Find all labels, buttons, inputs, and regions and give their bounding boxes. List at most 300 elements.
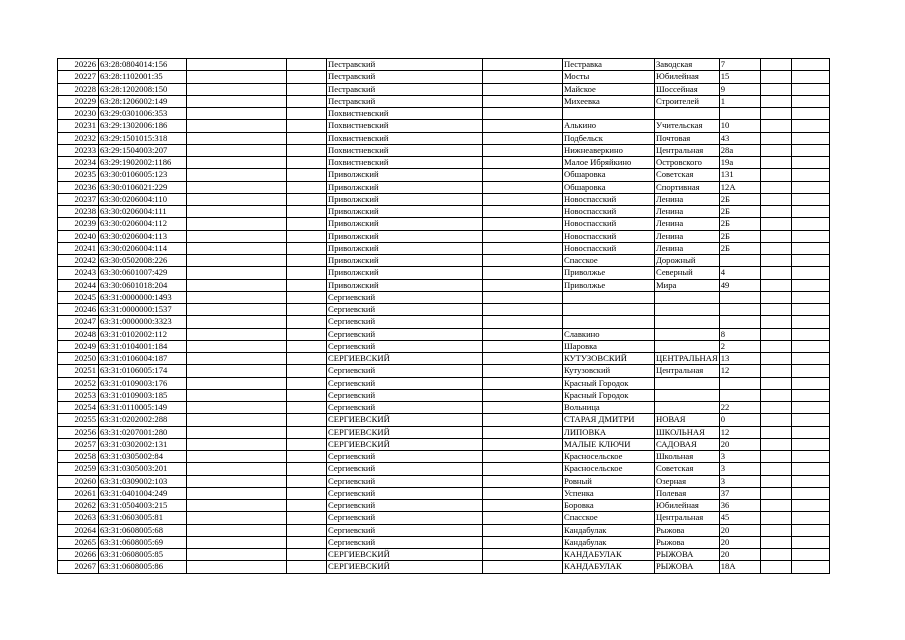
empty-cell bbox=[760, 242, 791, 254]
empty-cell bbox=[791, 389, 829, 401]
empty-cell bbox=[760, 230, 791, 242]
empty-cell bbox=[760, 59, 791, 71]
settlement-cell: Новоспасский bbox=[563, 242, 655, 254]
district-cell: Сергиевский bbox=[327, 365, 483, 377]
empty-cell bbox=[760, 291, 791, 303]
cadastral-number-cell: 63:30:0206004:114 bbox=[99, 242, 187, 254]
settlement-cell: Мосты bbox=[563, 71, 655, 83]
house-number-cell: 1 bbox=[719, 95, 760, 107]
row-number-cell: 20255 bbox=[58, 414, 99, 426]
house-number-cell: 9 bbox=[719, 83, 760, 95]
row-number-cell: 20241 bbox=[58, 242, 99, 254]
empty-cell bbox=[187, 500, 287, 512]
empty-cell bbox=[791, 524, 829, 536]
row-number-cell: 20260 bbox=[58, 475, 99, 487]
empty-cell bbox=[187, 304, 287, 316]
table-row bbox=[58, 193, 830, 205]
empty-cell bbox=[483, 132, 563, 144]
empty-cell bbox=[287, 95, 327, 107]
cadastral-number-cell: 63:31:0104001:184 bbox=[99, 340, 187, 352]
cadastral-number-cell: 63:30:0206004:111 bbox=[99, 206, 187, 218]
street-cell: Центральная bbox=[655, 365, 720, 377]
house-number-cell: 20 bbox=[719, 549, 760, 561]
cadastral-number-cell: 63:30:0106021:229 bbox=[99, 181, 187, 193]
table-row bbox=[58, 414, 830, 426]
table-row bbox=[58, 561, 830, 573]
empty-cell bbox=[287, 169, 327, 181]
house-number-cell: 2Б bbox=[719, 242, 760, 254]
settlement-cell bbox=[563, 108, 655, 120]
street-cell: Ленина bbox=[655, 193, 720, 205]
street-cell bbox=[655, 340, 720, 352]
empty-cell bbox=[187, 181, 287, 193]
district-cell: Приволжский bbox=[327, 206, 483, 218]
empty-cell bbox=[483, 267, 563, 279]
district-cell: Пестравский bbox=[327, 83, 483, 95]
table-row bbox=[58, 536, 830, 548]
house-number-cell bbox=[719, 316, 760, 328]
empty-cell bbox=[187, 377, 287, 389]
table-row bbox=[58, 206, 830, 218]
street-cell: Рыжова bbox=[655, 536, 720, 548]
empty-cell bbox=[287, 242, 327, 254]
empty-cell bbox=[483, 524, 563, 536]
row-number-cell: 20259 bbox=[58, 463, 99, 475]
cadastral-number-cell: 63:31:0202002:288 bbox=[99, 414, 187, 426]
district-cell: Сергиевский bbox=[327, 316, 483, 328]
cadastral-number-cell: 63:31:0000000:3323 bbox=[99, 316, 187, 328]
row-number-cell: 20226 bbox=[58, 59, 99, 71]
empty-cell bbox=[287, 218, 327, 230]
house-number-cell: 28а bbox=[719, 144, 760, 156]
empty-cell bbox=[483, 328, 563, 340]
street-cell: Ленина bbox=[655, 242, 720, 254]
settlement-cell: Пестравка bbox=[563, 59, 655, 71]
district-cell: Пестравский bbox=[327, 71, 483, 83]
district-cell: Приволжский bbox=[327, 218, 483, 230]
empty-cell bbox=[760, 132, 791, 144]
empty-cell bbox=[760, 512, 791, 524]
street-cell: РЫЖОВА bbox=[655, 561, 720, 573]
street-cell: Ленина bbox=[655, 206, 720, 218]
empty-cell bbox=[760, 108, 791, 120]
district-cell: Сергиевский bbox=[327, 328, 483, 340]
empty-cell bbox=[287, 304, 327, 316]
settlement-cell: Кандабулак bbox=[563, 524, 655, 536]
empty-cell bbox=[483, 291, 563, 303]
house-number-cell bbox=[719, 377, 760, 389]
empty-cell bbox=[760, 365, 791, 377]
empty-cell bbox=[791, 353, 829, 365]
empty-cell bbox=[760, 549, 791, 561]
row-number-cell: 20230 bbox=[58, 108, 99, 120]
empty-cell bbox=[187, 549, 287, 561]
house-number-cell: 15 bbox=[719, 71, 760, 83]
settlement-cell bbox=[563, 291, 655, 303]
empty-cell bbox=[287, 144, 327, 156]
settlement-cell: Красносельское bbox=[563, 463, 655, 475]
empty-cell bbox=[187, 157, 287, 169]
empty-cell bbox=[287, 463, 327, 475]
empty-cell bbox=[760, 95, 791, 107]
empty-cell bbox=[187, 438, 287, 450]
row-number-cell: 20227 bbox=[58, 71, 99, 83]
empty-cell bbox=[287, 438, 327, 450]
row-number-cell: 20265 bbox=[58, 536, 99, 548]
empty-cell bbox=[187, 108, 287, 120]
address-table bbox=[57, 58, 830, 574]
cadastral-number-cell: 63:31:0608005:86 bbox=[99, 561, 187, 573]
cadastral-number-cell: 63:31:0000000:1493 bbox=[99, 291, 187, 303]
district-cell: Приволжский bbox=[327, 230, 483, 242]
district-cell: Сергиевский bbox=[327, 389, 483, 401]
empty-cell bbox=[187, 206, 287, 218]
street-cell bbox=[655, 291, 720, 303]
spreadsheet-sheet bbox=[57, 58, 830, 574]
cadastral-number-cell: 63:31:0106004:187 bbox=[99, 353, 187, 365]
empty-cell bbox=[791, 71, 829, 83]
table-row bbox=[58, 402, 830, 414]
district-cell: Похвистневский bbox=[327, 108, 483, 120]
empty-cell bbox=[760, 536, 791, 548]
table-row bbox=[58, 451, 830, 463]
empty-cell bbox=[791, 95, 829, 107]
house-number-cell: 20 bbox=[719, 524, 760, 536]
empty-cell bbox=[483, 487, 563, 499]
house-number-cell: 2Б bbox=[719, 230, 760, 242]
street-cell: САДОВАЯ bbox=[655, 438, 720, 450]
table-row bbox=[58, 353, 830, 365]
row-number-cell: 20233 bbox=[58, 144, 99, 156]
row-number-cell: 20240 bbox=[58, 230, 99, 242]
district-cell: Похвистневский bbox=[327, 157, 483, 169]
empty-cell bbox=[287, 365, 327, 377]
empty-cell bbox=[187, 71, 287, 83]
empty-cell bbox=[760, 157, 791, 169]
house-number-cell: 2Б bbox=[719, 193, 760, 205]
district-cell: Сергиевский bbox=[327, 304, 483, 316]
row-number-cell: 20246 bbox=[58, 304, 99, 316]
empty-cell bbox=[187, 475, 287, 487]
street-cell: Советская bbox=[655, 463, 720, 475]
empty-cell bbox=[791, 206, 829, 218]
cadastral-number-cell: 63:30:0106005:123 bbox=[99, 169, 187, 181]
empty-cell bbox=[483, 389, 563, 401]
empty-cell bbox=[760, 255, 791, 267]
empty-cell bbox=[187, 536, 287, 548]
empty-cell bbox=[483, 438, 563, 450]
row-number-cell: 20250 bbox=[58, 353, 99, 365]
empty-cell bbox=[483, 230, 563, 242]
empty-cell bbox=[187, 328, 287, 340]
empty-cell bbox=[760, 144, 791, 156]
row-number-cell: 20253 bbox=[58, 389, 99, 401]
empty-cell bbox=[287, 487, 327, 499]
table-row bbox=[58, 316, 830, 328]
house-number-cell: 45 bbox=[719, 512, 760, 524]
table-row bbox=[58, 426, 830, 438]
empty-cell bbox=[187, 230, 287, 242]
empty-cell bbox=[791, 267, 829, 279]
empty-cell bbox=[483, 218, 563, 230]
empty-cell bbox=[187, 512, 287, 524]
empty-cell bbox=[287, 340, 327, 352]
cadastral-number-cell: 63:29:1302006:186 bbox=[99, 120, 187, 132]
cadastral-number-cell: 63:31:0504003:215 bbox=[99, 500, 187, 512]
house-number-cell: 2Б bbox=[719, 206, 760, 218]
street-cell: Мира bbox=[655, 279, 720, 291]
empty-cell bbox=[287, 206, 327, 218]
empty-cell bbox=[760, 340, 791, 352]
district-cell: Сергиевский bbox=[327, 524, 483, 536]
cadastral-number-cell: 63:30:0601018:204 bbox=[99, 279, 187, 291]
empty-cell bbox=[287, 120, 327, 132]
row-number-cell: 20231 bbox=[58, 120, 99, 132]
street-cell bbox=[655, 304, 720, 316]
empty-cell bbox=[287, 414, 327, 426]
row-number-cell: 20235 bbox=[58, 169, 99, 181]
empty-cell bbox=[760, 267, 791, 279]
empty-cell bbox=[483, 451, 563, 463]
settlement-cell: Новоспасский bbox=[563, 206, 655, 218]
empty-cell bbox=[483, 181, 563, 193]
empty-cell bbox=[483, 414, 563, 426]
settlement-cell: Подбельск bbox=[563, 132, 655, 144]
empty-cell bbox=[791, 108, 829, 120]
empty-cell bbox=[483, 144, 563, 156]
empty-cell bbox=[187, 242, 287, 254]
table-row bbox=[58, 500, 830, 512]
table-body bbox=[58, 59, 830, 574]
cadastral-number-cell: 63:31:0106005:174 bbox=[99, 365, 187, 377]
table-row bbox=[58, 230, 830, 242]
empty-cell bbox=[287, 451, 327, 463]
table-row bbox=[58, 144, 830, 156]
settlement-cell: Приволжье bbox=[563, 267, 655, 279]
empty-cell bbox=[287, 255, 327, 267]
empty-cell bbox=[287, 230, 327, 242]
empty-cell bbox=[483, 242, 563, 254]
empty-cell bbox=[760, 561, 791, 573]
house-number-cell: 3 bbox=[719, 475, 760, 487]
table-row bbox=[58, 157, 830, 169]
cadastral-number-cell: 63:31:0110005:149 bbox=[99, 402, 187, 414]
row-number-cell: 20238 bbox=[58, 206, 99, 218]
row-number-cell: 20247 bbox=[58, 316, 99, 328]
settlement-cell: Новоспасский bbox=[563, 218, 655, 230]
empty-cell bbox=[791, 451, 829, 463]
row-number-cell: 20243 bbox=[58, 267, 99, 279]
empty-cell bbox=[791, 487, 829, 499]
table-row bbox=[58, 181, 830, 193]
empty-cell bbox=[187, 353, 287, 365]
empty-cell bbox=[791, 365, 829, 377]
house-number-cell bbox=[719, 389, 760, 401]
empty-cell bbox=[791, 512, 829, 524]
empty-cell bbox=[760, 524, 791, 536]
empty-cell bbox=[187, 83, 287, 95]
street-cell: Озерная bbox=[655, 475, 720, 487]
settlement-cell: Приволжье bbox=[563, 279, 655, 291]
empty-cell bbox=[791, 218, 829, 230]
house-number-cell: 12А bbox=[719, 181, 760, 193]
settlement-cell: Ровный bbox=[563, 475, 655, 487]
settlement-cell: Майское bbox=[563, 83, 655, 95]
cadastral-number-cell: 63:30:0502008:226 bbox=[99, 255, 187, 267]
settlement-cell: Нижнеаверкино bbox=[563, 144, 655, 156]
table-row bbox=[58, 279, 830, 291]
house-number-cell: 2 bbox=[719, 340, 760, 352]
district-cell: СЕРГИЕВСКИЙ bbox=[327, 353, 483, 365]
empty-cell bbox=[187, 340, 287, 352]
row-number-cell: 20239 bbox=[58, 218, 99, 230]
district-cell: Приволжский bbox=[327, 242, 483, 254]
house-number-cell bbox=[719, 291, 760, 303]
empty-cell bbox=[791, 426, 829, 438]
cadastral-number-cell: 63:29:1902002:1186 bbox=[99, 157, 187, 169]
district-cell: Приволжский bbox=[327, 255, 483, 267]
empty-cell bbox=[287, 389, 327, 401]
table-row bbox=[58, 59, 830, 71]
empty-cell bbox=[287, 181, 327, 193]
table-row bbox=[58, 328, 830, 340]
empty-cell bbox=[287, 328, 327, 340]
street-cell bbox=[655, 328, 720, 340]
empty-cell bbox=[791, 549, 829, 561]
cadastral-number-cell: 63:28:1202008:150 bbox=[99, 83, 187, 95]
house-number-cell: 0 bbox=[719, 414, 760, 426]
empty-cell bbox=[287, 377, 327, 389]
empty-cell bbox=[483, 206, 563, 218]
district-cell: Похвистневский bbox=[327, 144, 483, 156]
cadastral-number-cell: 63:31:0109003:176 bbox=[99, 377, 187, 389]
district-cell: Приволжский bbox=[327, 193, 483, 205]
street-cell: Островского bbox=[655, 157, 720, 169]
empty-cell bbox=[287, 267, 327, 279]
house-number-cell: 20 bbox=[719, 438, 760, 450]
street-cell: Учительская bbox=[655, 120, 720, 132]
settlement-cell bbox=[563, 304, 655, 316]
table-row bbox=[58, 340, 830, 352]
empty-cell bbox=[791, 120, 829, 132]
empty-cell bbox=[791, 402, 829, 414]
street-cell bbox=[655, 389, 720, 401]
settlement-cell: Новоспасский bbox=[563, 230, 655, 242]
empty-cell bbox=[760, 316, 791, 328]
empty-cell bbox=[760, 328, 791, 340]
district-cell: Сергиевский bbox=[327, 377, 483, 389]
street-cell: Юбилейная bbox=[655, 500, 720, 512]
empty-cell bbox=[287, 83, 327, 95]
street-cell: Спортивная bbox=[655, 181, 720, 193]
house-number-cell: 12 bbox=[719, 426, 760, 438]
street-cell: Юбилейная bbox=[655, 71, 720, 83]
street-cell bbox=[655, 108, 720, 120]
table-row bbox=[58, 438, 830, 450]
street-cell: Полевая bbox=[655, 487, 720, 499]
district-cell: СЕРГИЕВСКИЙ bbox=[327, 414, 483, 426]
row-number-cell: 20266 bbox=[58, 549, 99, 561]
empty-cell bbox=[760, 475, 791, 487]
district-cell: СЕРГИЕВСКИЙ bbox=[327, 438, 483, 450]
street-cell: НОВАЯ bbox=[655, 414, 720, 426]
row-number-cell: 20263 bbox=[58, 512, 99, 524]
house-number-cell: 10 bbox=[719, 120, 760, 132]
house-number-cell: 22 bbox=[719, 402, 760, 414]
empty-cell bbox=[187, 267, 287, 279]
empty-cell bbox=[760, 426, 791, 438]
street-cell: Центральная bbox=[655, 512, 720, 524]
row-number-cell: 20262 bbox=[58, 500, 99, 512]
row-number-cell: 20245 bbox=[58, 291, 99, 303]
street-cell: ЦЕНТРАЛЬНАЯ bbox=[656, 353, 718, 364]
cadastral-number-cell: 63:31:0608005:68 bbox=[99, 524, 187, 536]
street-cell: ШКОЛЬНАЯ bbox=[655, 426, 720, 438]
empty-cell bbox=[483, 95, 563, 107]
street-cell bbox=[655, 316, 720, 328]
empty-cell bbox=[287, 512, 327, 524]
empty-cell bbox=[287, 402, 327, 414]
empty-cell bbox=[760, 463, 791, 475]
district-cell: Пестравский bbox=[327, 95, 483, 107]
street-cell: Северный bbox=[655, 267, 720, 279]
empty-cell bbox=[287, 193, 327, 205]
settlement-cell: Кандабулак bbox=[563, 536, 655, 548]
table-row bbox=[58, 304, 830, 316]
cadastral-number-cell: 63:31:0109003:185 bbox=[99, 389, 187, 401]
empty-cell bbox=[187, 255, 287, 267]
row-number-cell: 20258 bbox=[58, 451, 99, 463]
settlement-cell: ЛИПОВКА bbox=[563, 426, 655, 438]
empty-cell bbox=[483, 279, 563, 291]
empty-cell bbox=[760, 377, 791, 389]
cadastral-number-cell: 63:31:0207001:280 bbox=[99, 426, 187, 438]
house-number-cell: 19а bbox=[719, 157, 760, 169]
house-number-cell: 2Б bbox=[719, 218, 760, 230]
settlement-cell: Михеевка bbox=[563, 95, 655, 107]
empty-cell bbox=[287, 316, 327, 328]
row-number-cell: 20228 bbox=[58, 83, 99, 95]
table-row bbox=[58, 83, 830, 95]
empty-cell bbox=[187, 463, 287, 475]
district-cell: Сергиевский bbox=[327, 451, 483, 463]
district-cell: СЕРГИЕВСКИЙ bbox=[327, 426, 483, 438]
settlement-cell: Алькино bbox=[563, 120, 655, 132]
row-number-cell: 20257 bbox=[58, 438, 99, 450]
district-cell: Сергиевский bbox=[327, 291, 483, 303]
settlement-cell: Красный Городок bbox=[563, 389, 655, 401]
district-cell: Сергиевский bbox=[327, 475, 483, 487]
table-row bbox=[58, 242, 830, 254]
row-number-cell: 20264 bbox=[58, 524, 99, 536]
cadastral-number-cell: 63:29:0301006:353 bbox=[99, 108, 187, 120]
empty-cell bbox=[791, 475, 829, 487]
empty-cell bbox=[187, 365, 287, 377]
empty-cell bbox=[187, 279, 287, 291]
settlement-cell: Успенка bbox=[563, 487, 655, 499]
settlement-cell: КАНДАБУЛАК bbox=[563, 549, 655, 561]
empty-cell bbox=[791, 230, 829, 242]
empty-cell bbox=[187, 561, 287, 573]
empty-cell bbox=[760, 500, 791, 512]
empty-cell bbox=[791, 536, 829, 548]
empty-cell bbox=[483, 426, 563, 438]
district-cell: Приволжский bbox=[327, 279, 483, 291]
row-number-cell: 20248 bbox=[58, 328, 99, 340]
settlement-cell: Красный Городок bbox=[563, 377, 655, 389]
empty-cell bbox=[791, 414, 829, 426]
row-number-cell: 20244 bbox=[58, 279, 99, 291]
